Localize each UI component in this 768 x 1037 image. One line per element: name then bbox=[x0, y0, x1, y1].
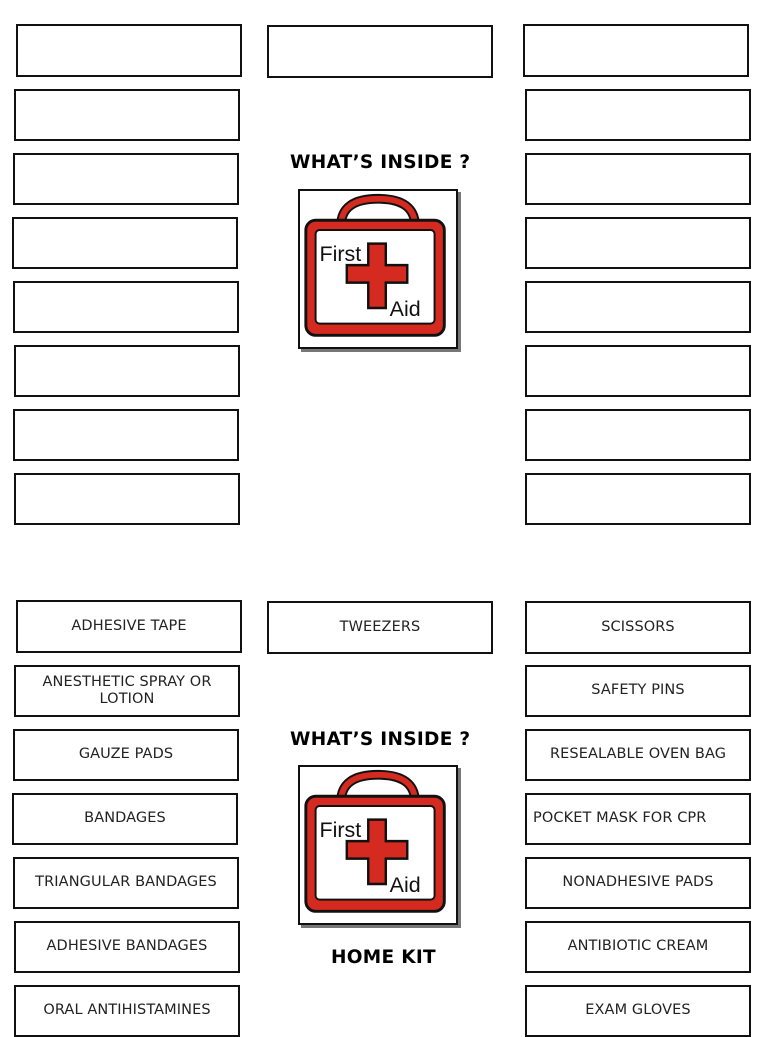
item-box-right-1 bbox=[525, 601, 751, 654]
blank-box-right-7 bbox=[525, 409, 751, 461]
item-label: SAFETY PINS bbox=[591, 682, 685, 699]
item-box-left-1 bbox=[16, 600, 242, 653]
item-label: ADHESIVE TAPE bbox=[71, 617, 187, 634]
blank-box-left-3 bbox=[13, 153, 239, 205]
item-label: TWEEZERS bbox=[339, 618, 421, 635]
blank-box-right-8 bbox=[525, 473, 751, 525]
item-label: ADHESIVE BANDAGES bbox=[46, 938, 208, 955]
kit-label-first: First bbox=[319, 242, 362, 267]
blank-box-left-8 bbox=[14, 473, 240, 525]
blank-box-left-7 bbox=[13, 409, 239, 461]
item-label: RESEALABLE OVEN BAG bbox=[549, 746, 727, 763]
blank-box-right-5 bbox=[525, 281, 751, 333]
item-box-center-1 bbox=[267, 601, 493, 654]
kit-label-aid: Aid bbox=[389, 872, 421, 897]
blank-box-left-2 bbox=[14, 89, 240, 141]
item-label: ANTIBIOTIC CREAM bbox=[567, 938, 709, 955]
item-label: ANESTHETIC SPRAY OR LOTION bbox=[42, 673, 212, 707]
blank-box-left-6 bbox=[14, 345, 240, 397]
item-box-left-7 bbox=[14, 985, 240, 1037]
item-label: TRIANGULAR BANDAGES bbox=[35, 874, 217, 891]
item-label: EXAM GLOVES bbox=[585, 1002, 691, 1019]
item-box-left-5 bbox=[13, 857, 239, 909]
item-label: SCISSORS bbox=[601, 618, 675, 635]
item-box-left-6 bbox=[14, 921, 240, 973]
item-label: NONADHESIVE PADS bbox=[562, 874, 714, 891]
blank-box-left-1 bbox=[16, 24, 242, 77]
item-box-left-3 bbox=[13, 729, 239, 781]
item-label: BANDAGES bbox=[84, 810, 166, 827]
blank-box-right-2 bbox=[525, 89, 751, 141]
item-box-right-6 bbox=[525, 921, 751, 973]
kit-label-first: First bbox=[319, 818, 362, 843]
item-label: GAUZE PADS bbox=[78, 746, 174, 763]
first-aid-kit-icon bbox=[298, 189, 458, 349]
item-box-left-4 bbox=[12, 793, 238, 845]
first-aid-kit-icon bbox=[298, 765, 458, 925]
home-kit-subheading: HOME KIT bbox=[331, 947, 436, 968]
kit-label-aid: Aid bbox=[389, 296, 421, 321]
item-label: ORAL ANTIHISTAMINES bbox=[43, 1002, 211, 1019]
item-box-right-3 bbox=[525, 729, 751, 781]
blank-box-left-4 bbox=[12, 217, 238, 269]
blank-box-center-1 bbox=[267, 25, 493, 78]
blank-box-right-3 bbox=[525, 153, 751, 205]
item-box-left-2 bbox=[14, 665, 240, 717]
blank-box-right-4 bbox=[525, 217, 751, 269]
item-box-right-2 bbox=[525, 665, 751, 717]
top-heading: WHAT’S INSIDE ? bbox=[290, 152, 471, 173]
item-box-right-5 bbox=[525, 857, 751, 909]
item-box-right-7 bbox=[525, 985, 751, 1037]
blank-box-right-6 bbox=[525, 345, 751, 397]
bottom-heading: WHAT’S INSIDE ? bbox=[290, 729, 471, 750]
item-label: POCKET MASK FOR CPR bbox=[533, 810, 707, 827]
blank-box-left-5 bbox=[13, 281, 239, 333]
blank-box-right-1 bbox=[523, 24, 749, 77]
item-box-right-4 bbox=[525, 793, 751, 845]
